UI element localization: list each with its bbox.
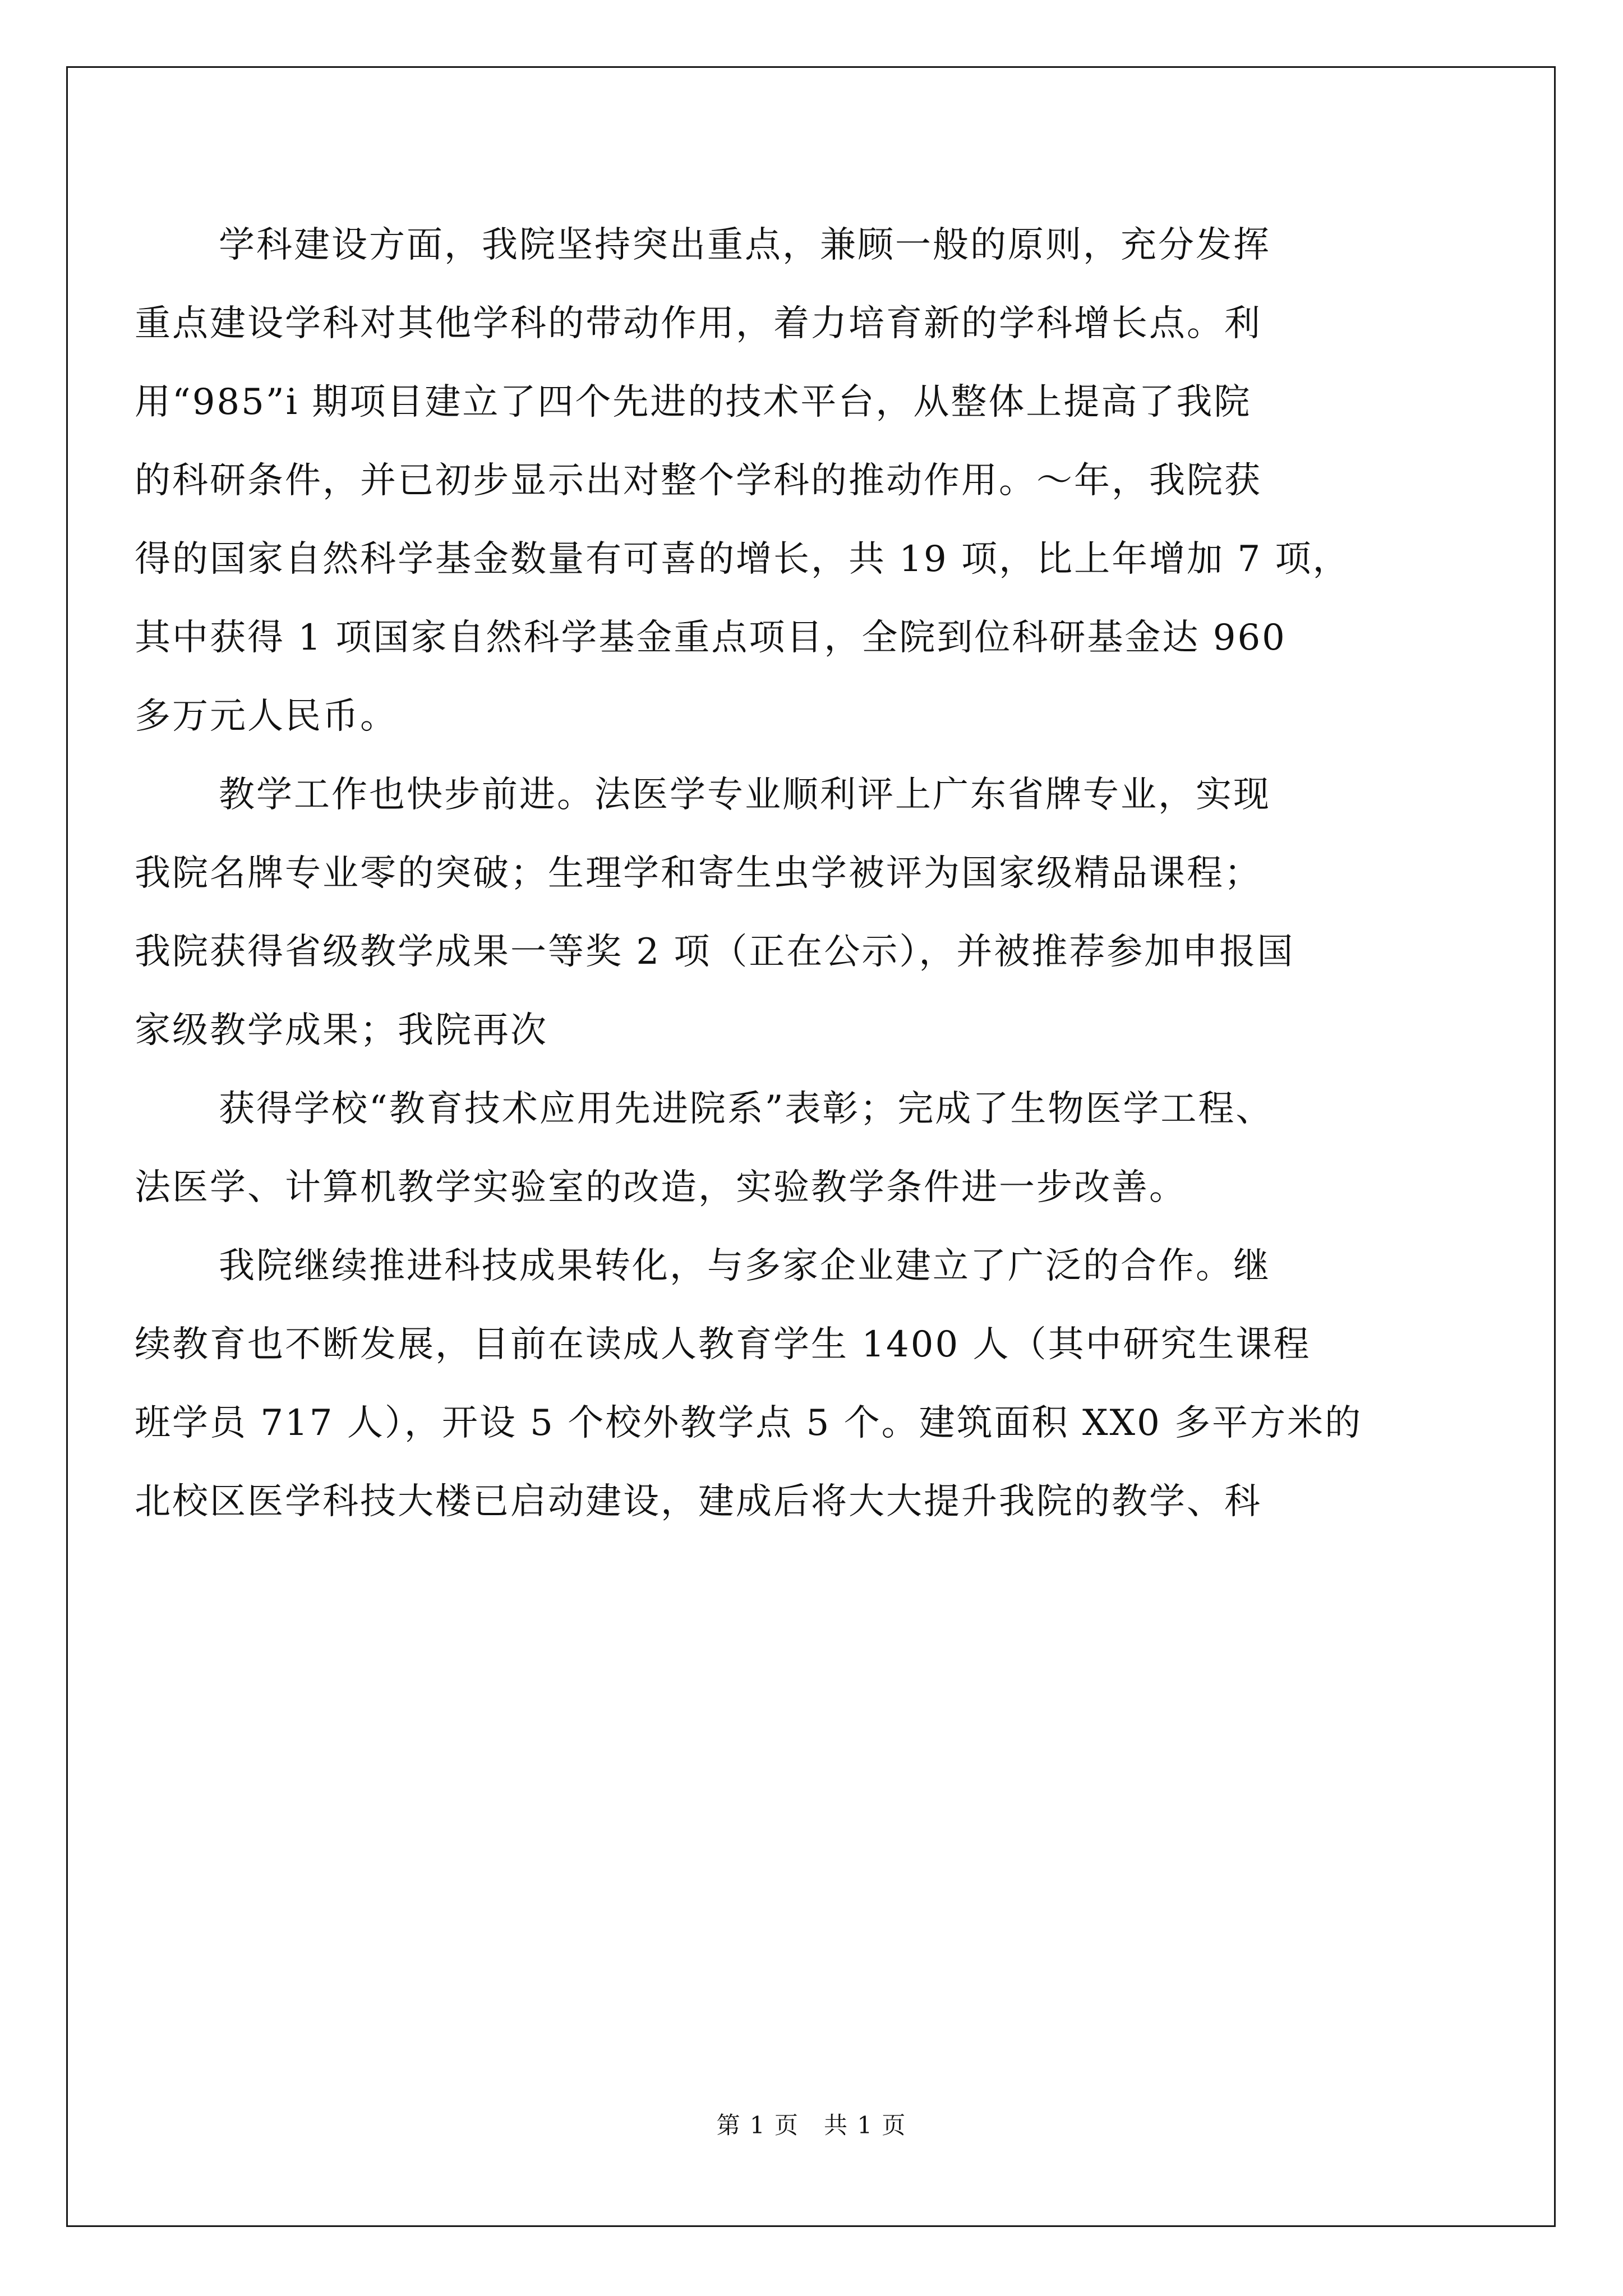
paragraph-4-line-2: 续教育也不断发展，目前在读成人教育学生 1400 人（其中研究生课程 — [135, 1324, 1311, 1365]
paragraph-2-line-2: 我院名牌专业零的突破；生理学和寄生虫学被评为国家级精品课程； — [135, 853, 1262, 894]
paragraph-2-line-1: 教学工作也快步前进。法医学专业顺利评上广东省牌专业，实现 — [219, 774, 1271, 816]
paragraph-1-line-7: 多万元人民币。 — [135, 696, 398, 737]
paragraph-3-line-2: 法医学、计算机教学实验室的改造，实验教学条件进一步改善。 — [135, 1167, 1187, 1208]
paragraph-2-line-4: 家级教学成果；我院再次 — [135, 1010, 548, 1051]
paragraph-1-line-3: 用“985”i 期项目建立了四个先进的技术平台，从整体上提高了我院 — [135, 381, 1252, 423]
paragraph-4-line-3: 班学员 717 人），开设 5 个校外教学点 5 个。建筑面积 XX0 多平方米的 — [135, 1402, 1363, 1444]
paragraph-4-line-4: 北校区医学科技大楼已启动建设，建成后将大大提升我院的教学、科 — [135, 1481, 1262, 1522]
paragraph-1-line-2: 重点建设学科对其他学科的带动作用，着力培育新的学科增长点。利 — [135, 303, 1262, 344]
paragraph-1-line-1: 学科建设方面，我院坚持突出重点，兼顾一般的原则，充分发挥 — [219, 224, 1271, 266]
paragraph-2-line-3: 我院获得省级教学成果一等奖 2 项（正在公示），并被推荐参加申报国 — [135, 931, 1295, 973]
paragraph-4-line-1: 我院继续推进科技成果转化，与多家企业建立了广泛的合作。继 — [219, 1245, 1271, 1287]
page-number-footer: 第 1 页 共 1 页 — [716, 2111, 907, 2139]
paragraph-1-line-6: 其中获得 1 项国家自然科学基金重点项目，全院到位科研基金达 960 — [135, 617, 1287, 659]
paragraph-1-line-4: 的科研条件，并已初步显示出对整个学科的推动作用。～年，我院获 — [135, 460, 1262, 501]
paragraph-1-line-5: 得的国家自然科学基金数量有可喜的增长，共 19 项，比上年增加 7 项， — [135, 539, 1350, 580]
paragraph-3-line-1: 获得学校“教育技术应用先进院系”表彰；完成了生物医学工程、 — [219, 1088, 1274, 1130]
